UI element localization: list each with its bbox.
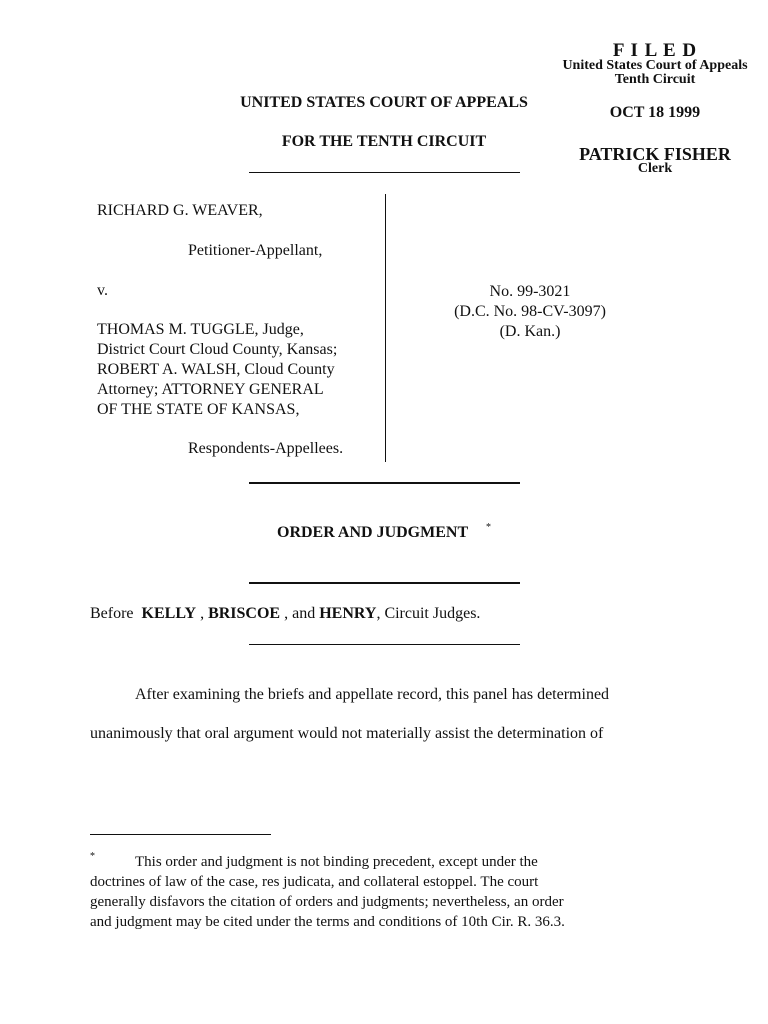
clerk-name: PATRICK FISHER: [579, 144, 731, 164]
footnote-line: doctrines of law of the case, res judicata, and collateral estoppel. The court: [90, 874, 539, 890]
body-line: unanimously that oral argument would not materially assist the determination of: [90, 725, 604, 742]
caption-rule: [249, 482, 520, 484]
panel-before: Before: [90, 605, 134, 622]
case-number: No. 99-3021: [489, 283, 571, 300]
panel-rule: [249, 644, 520, 645]
district-name: (D. Kan.): [499, 323, 561, 340]
panel-separator: , and: [284, 605, 316, 622]
filed-date: OCT 18 1999: [609, 104, 701, 121]
footnote-line: and judgment may be cited under the terms and conditions of 10th Cir. R. 36.3.: [90, 914, 565, 930]
respondent-line: THOMAS M. TUGGLE, Judge,: [97, 321, 304, 338]
panel-suffix: , Circuit Judges.: [376, 605, 481, 622]
respondent-line: Attorney; ATTORNEY GENERAL: [97, 381, 324, 398]
respondents-role: Respondents-Appellees.: [188, 440, 344, 457]
judge-briscoe: BRISCOE: [208, 605, 281, 622]
circuit-name: FOR THE TENTH CIRCUIT: [281, 133, 487, 150]
footnote-rule: [90, 834, 271, 835]
petitioner-name: RICHARD G. WEAVER,: [97, 202, 263, 219]
case-numbers: [420, 282, 640, 342]
filed-label: F I L E D: [612, 40, 698, 61]
stamp-court: United States Court of Appeals: [562, 58, 748, 73]
district-case-number: (D.C. No. 98-CV-3097): [454, 303, 606, 320]
petitioner-role: Petitioner-Appellant,: [188, 242, 323, 259]
respondent-line: OF THE STATE OF KANSAS,: [97, 401, 300, 418]
versus: v.: [97, 282, 108, 299]
footnote-line: This order and judgment is not binding precedent, except under the: [135, 854, 538, 870]
footnote-line: generally disfavors the citation of orders and judgments; nevertheless, an order: [90, 894, 564, 910]
order-footnote-mark: *: [486, 522, 491, 533]
panel-line: [90, 605, 480, 623]
court-name: UNITED STATES COURT OF APPEALS: [240, 94, 528, 111]
respondent-line: District Court Cloud County, Kansas;: [97, 341, 338, 358]
clerk-title: Clerk: [637, 161, 673, 176]
title-rule: [249, 582, 520, 584]
header-rule: [249, 172, 520, 173]
judge-henry: HENRY: [319, 605, 377, 622]
caption-divider: [385, 194, 386, 462]
stamp-circuit: Tenth Circuit: [614, 72, 696, 87]
footnote-mark: *: [90, 851, 95, 862]
body-line: After examining the briefs and appellate record, this panel has determined: [135, 686, 610, 703]
respondent-line: ROBERT A. WALSH, Cloud County: [97, 361, 335, 378]
judge-kelly: KELLY: [141, 605, 197, 622]
respondents-block: [97, 320, 337, 420]
panel-separator: ,: [200, 605, 205, 622]
order-title: ORDER AND JUDGMENT: [277, 524, 469, 541]
footnote-text: [90, 852, 690, 932]
